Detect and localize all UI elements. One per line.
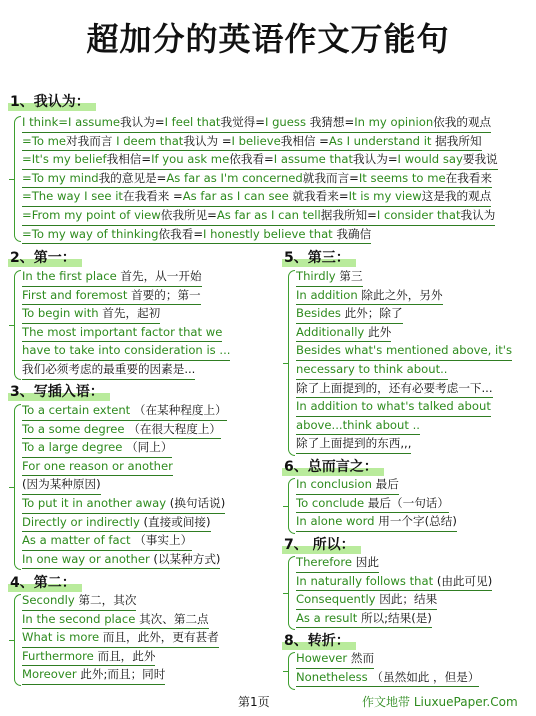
section-brace bbox=[288, 478, 295, 534]
phrase-chinese: （在某种程度上） bbox=[133, 403, 227, 417]
section-7-lines bbox=[296, 554, 492, 628]
phrase-line bbox=[296, 591, 437, 610]
phrase-chinese: 首先，从一开始 bbox=[120, 269, 202, 283]
phrase-line bbox=[22, 342, 230, 361]
phrase-english: Directly or indirectly bbox=[22, 514, 144, 529]
phrase-chinese: 除了上面提到的东西,,, bbox=[296, 436, 412, 451]
section-heading-8: 8、转折： bbox=[282, 632, 356, 650]
phrase-line bbox=[296, 513, 457, 532]
phrase-line bbox=[296, 398, 491, 417]
phrase-line bbox=[296, 324, 391, 343]
phrase-chinese: 我猜想= bbox=[309, 115, 355, 129]
phrase-line bbox=[22, 439, 172, 458]
phrase-line bbox=[296, 554, 379, 573]
phrase-english: Therefore bbox=[296, 555, 356, 569]
phrase-english: In my opinion bbox=[354, 115, 434, 129]
phrase-english: Moreover bbox=[22, 667, 81, 682]
phrase-english: Besides bbox=[296, 306, 345, 321]
page-number: 第1页 bbox=[238, 695, 270, 709]
phrase-chinese: (以某种方式) bbox=[153, 551, 221, 566]
phrase-chinese: 依我看= bbox=[229, 152, 274, 167]
phrase-line bbox=[22, 476, 101, 495]
phrase-english: In the second place bbox=[22, 611, 140, 626]
phrase-english: If you ask me bbox=[151, 152, 230, 167]
phrase-line bbox=[296, 305, 403, 324]
phrase-english: Additionally bbox=[296, 324, 368, 339]
phrase-line bbox=[22, 402, 227, 421]
phrase-line bbox=[296, 380, 493, 399]
phrase-english: Besides what's mentioned above, it's bbox=[296, 343, 513, 358]
phrase-english: To a certain extent bbox=[22, 403, 134, 417]
phrase-english: =To my mind bbox=[22, 170, 99, 185]
section-brace bbox=[288, 270, 295, 456]
phrase-chinese: 首要的；第一 bbox=[131, 287, 201, 302]
section-3-lines bbox=[22, 402, 227, 569]
phrase-english: =The way I see it bbox=[22, 189, 123, 204]
phrase-line bbox=[296, 342, 512, 361]
phrase-chinese: 在我看来 bbox=[445, 170, 493, 185]
phrase-english: I would say bbox=[397, 152, 463, 167]
phrase-english: I honestly believe that bbox=[203, 226, 337, 241]
phrase-chinese: (由此可见) bbox=[436, 573, 493, 588]
phrase-line bbox=[22, 532, 192, 551]
phrase-chinese: 此外;而且；同时 bbox=[80, 667, 166, 682]
phrase-line bbox=[22, 170, 492, 189]
phrase-english: For one reason or another bbox=[22, 458, 173, 473]
phrase-chinese: 在我看来 = bbox=[122, 189, 183, 204]
phrase-line bbox=[22, 514, 211, 533]
phrase-line bbox=[22, 151, 498, 170]
phrase-chinese: 我认为 bbox=[460, 207, 496, 222]
phrase-line bbox=[296, 650, 374, 669]
phrase-chinese: 除了上面提到的，还有必要考虑一下... bbox=[296, 380, 493, 395]
phrase-english: As far as I can tell bbox=[216, 207, 321, 222]
phrase-english: To a large degree bbox=[22, 440, 127, 455]
phrase-english: What is more bbox=[22, 630, 103, 645]
phrase-chinese: 要我说 bbox=[462, 152, 498, 167]
phrase-chinese: 此外 bbox=[367, 324, 392, 339]
phrase-english: I deem that bbox=[116, 133, 184, 148]
section-brace bbox=[14, 594, 21, 686]
phrase-chinese: 第三 bbox=[339, 269, 363, 283]
section-heading-5: 5、第三： bbox=[282, 249, 356, 267]
phrase-english: In the first place bbox=[22, 269, 121, 283]
phrase-english: As a result bbox=[296, 610, 361, 625]
section-2-lines bbox=[22, 268, 230, 380]
phrase-english: I assume that bbox=[273, 152, 354, 167]
phrase-english: As far as I can see bbox=[182, 189, 293, 204]
phrase-english: above...think about .. bbox=[296, 417, 420, 432]
section-heading-3: 3、写插入语： bbox=[8, 383, 110, 401]
phrase-chinese: 我认为= bbox=[353, 152, 398, 167]
phrase-chinese: 此外；除了 bbox=[344, 306, 403, 321]
section-heading-2: 2、第一： bbox=[8, 249, 82, 267]
phrase-chinese: 最后（一句话） bbox=[367, 495, 449, 510]
phrase-chinese: 据我所知= bbox=[320, 207, 377, 222]
phrase-english: Nonetheless bbox=[296, 669, 372, 684]
phrase-line bbox=[22, 226, 371, 245]
phrase-line bbox=[22, 114, 491, 133]
phrase-english: It seems to me bbox=[358, 170, 446, 185]
section-heading-4: 4、第二： bbox=[8, 574, 82, 592]
phrase-line bbox=[296, 573, 492, 592]
phrase-chinese: 我认为= bbox=[120, 115, 165, 129]
phrase-english: In conclusion bbox=[296, 477, 376, 491]
phrase-line bbox=[22, 458, 173, 477]
phrase-english: have to take into consideration is ... bbox=[22, 343, 231, 358]
phrase-english: In alone word bbox=[296, 514, 379, 529]
section-brace bbox=[288, 556, 295, 630]
phrase-chinese: 依我所见= bbox=[160, 207, 217, 222]
phrase-chinese: 因此 bbox=[355, 555, 379, 569]
phrase-line bbox=[22, 287, 201, 306]
phrase-chinese: 然而 bbox=[350, 651, 375, 665]
phrase-english: However bbox=[296, 651, 351, 665]
phrase-line bbox=[22, 666, 165, 685]
phrase-english: I feel that bbox=[164, 115, 221, 129]
phrase-english: To conclude bbox=[296, 495, 368, 510]
phrase-line bbox=[296, 610, 432, 629]
phrase-english: I think=I assume bbox=[22, 115, 121, 129]
phrase-chinese: 对我而言 bbox=[66, 133, 117, 148]
phrase-chinese: 除此之外，另外 bbox=[361, 287, 443, 302]
phrase-chinese: 我相信 = bbox=[280, 133, 329, 148]
phrase-english: I guess bbox=[264, 115, 310, 129]
phrase-english: =To my way of thinking bbox=[22, 226, 159, 241]
phrase-line bbox=[22, 611, 209, 630]
phrase-chinese: 因此；结果 bbox=[379, 592, 438, 607]
phrase-english: In naturally follows that bbox=[296, 573, 437, 588]
phrase-english: The most important factor that we bbox=[22, 324, 223, 339]
phrase-line bbox=[22, 133, 482, 152]
phrase-line bbox=[22, 551, 220, 570]
phrase-english: As a matter of fact bbox=[22, 533, 135, 548]
phrase-english: necessary to think about.. bbox=[296, 361, 448, 376]
phrase-english: As I understand it bbox=[328, 133, 436, 148]
phrase-chinese: 我认为 = bbox=[183, 133, 232, 148]
phrase-english: As far as I'm concerned bbox=[166, 170, 303, 185]
phrase-english: To begin with bbox=[22, 306, 103, 321]
phrase-line bbox=[22, 495, 225, 514]
phrase-chinese: （虽然如此 ，但是） bbox=[371, 669, 480, 684]
phrase-english: In one way or another bbox=[22, 551, 154, 566]
phrase-chinese: 据我所知 bbox=[435, 133, 482, 148]
phrase-chinese: 我确信 bbox=[336, 226, 372, 241]
section-8-lines bbox=[296, 650, 479, 687]
phrase-english: Thirdly bbox=[296, 269, 340, 283]
section-heading-6: 6、总而言之： bbox=[282, 458, 384, 476]
phrase-chinese: 而且，此外 bbox=[97, 648, 156, 663]
section-6-lines bbox=[296, 476, 457, 532]
phrase-chinese: 依我的观点 bbox=[433, 115, 492, 129]
phrase-english: It is my view bbox=[348, 189, 422, 204]
phrase-english: I consider that bbox=[376, 207, 461, 222]
phrase-chinese: （同上） bbox=[126, 440, 173, 455]
phrase-line bbox=[296, 669, 479, 688]
phrase-line bbox=[296, 495, 449, 514]
section-heading-7: 7、 所以： bbox=[282, 536, 361, 554]
phrase-english: I believe bbox=[231, 133, 281, 148]
phrase-chinese: 用一个字(总结) bbox=[378, 514, 457, 529]
phrase-line bbox=[22, 648, 155, 667]
phrase-line bbox=[22, 421, 221, 440]
phrase-chinese: (直接或间接) bbox=[143, 514, 211, 529]
phrase-line bbox=[296, 268, 363, 287]
phrase-english: In addition to what's talked about bbox=[296, 399, 491, 414]
phrase-english: To put it in another away bbox=[22, 495, 170, 510]
section-heading-1: 1、我认为： bbox=[8, 93, 96, 111]
phrase-chinese: (换句话说) bbox=[169, 495, 226, 510]
phrase-english: Secondly bbox=[22, 593, 79, 607]
phrase-chinese: 其次、第二点 bbox=[139, 611, 209, 626]
phrase-line bbox=[22, 629, 219, 648]
phrase-english: In addition bbox=[296, 287, 362, 302]
phrase-english: To a some degree bbox=[22, 421, 129, 436]
phrase-chinese: 依我看= bbox=[158, 226, 204, 241]
phrase-line bbox=[22, 592, 136, 611]
phrase-chinese: 我们必须考虑的最重要的因素是... bbox=[22, 361, 196, 376]
phrase-english: =It's my belief bbox=[22, 152, 107, 167]
phrase-line bbox=[22, 324, 222, 343]
phrase-line bbox=[22, 188, 491, 207]
phrase-chinese: （在很大程度上） bbox=[128, 421, 222, 436]
phrase-chinese: 第二，其次 bbox=[78, 593, 137, 607]
phrase-chinese: 就我而言= bbox=[302, 170, 359, 185]
phrase-chinese: 就我看来= bbox=[292, 189, 349, 204]
phrase-line bbox=[296, 435, 411, 454]
phrase-chinese: 我相信= bbox=[106, 152, 152, 167]
section-brace bbox=[14, 404, 21, 570]
phrase-chinese: 最后 bbox=[375, 477, 399, 491]
phrase-line bbox=[22, 268, 202, 287]
phrase-line bbox=[296, 417, 420, 436]
section-brace bbox=[14, 116, 21, 242]
phrase-line bbox=[296, 476, 399, 495]
phrase-line bbox=[296, 287, 443, 306]
phrase-chinese: 首先，起初 bbox=[102, 306, 161, 321]
page-title: 超加分的英语作文万能句 bbox=[86, 20, 450, 58]
section-4-lines bbox=[22, 592, 219, 685]
section-5-lines bbox=[296, 268, 512, 454]
section-1-lines bbox=[22, 114, 498, 244]
site-credit: 作文地带 LiuxuePaper.Com bbox=[362, 695, 518, 709]
phrase-line bbox=[296, 361, 448, 380]
phrase-line bbox=[22, 361, 195, 380]
phrase-english: Furthermore bbox=[22, 648, 98, 663]
phrase-line bbox=[22, 305, 160, 324]
phrase-chinese: 所以;结果(是) bbox=[360, 610, 432, 625]
phrase-chinese: (因为某种原因) bbox=[22, 477, 101, 492]
phrase-english: =To me bbox=[22, 133, 67, 148]
phrase-english: First and foremost bbox=[22, 287, 132, 302]
phrase-line bbox=[22, 207, 495, 226]
section-brace bbox=[14, 270, 21, 380]
section-brace bbox=[288, 652, 295, 690]
phrase-chinese: （事实上） bbox=[134, 533, 193, 548]
phrase-chinese: 这是我的观点 bbox=[421, 189, 492, 204]
phrase-english: Consequently bbox=[296, 592, 380, 607]
phrase-chinese: 我觉得= bbox=[220, 115, 265, 129]
phrase-chinese: 我的意见是= bbox=[98, 170, 167, 185]
phrase-english: =From my point of view bbox=[22, 207, 161, 222]
phrase-chinese: 而且，此外，更有甚者 bbox=[102, 630, 219, 645]
